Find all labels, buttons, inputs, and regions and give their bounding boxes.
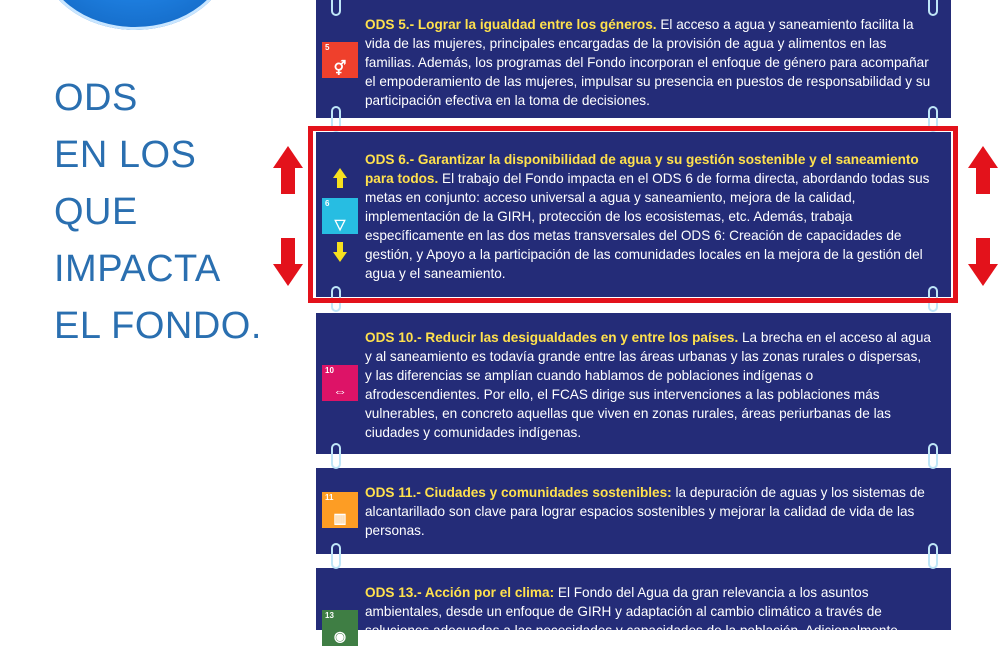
binder-ring [928,0,938,16]
highlight-frame [308,126,958,303]
arrow-up-icon [273,146,303,194]
gender-equality-icon: ⚥ [333,60,347,76]
sdg-card-heading: ODS 5.- Lograr la igualdad entre los géneros. [365,17,657,32]
sdg-card-11 [316,468,951,554]
binder-ring [331,443,341,469]
arrow-down-icon [968,238,998,286]
sdg13-badge: 13 ◉ [322,610,358,646]
binder-ring [331,0,341,16]
sdg-card-body: El trabajo del Fondo impacta en el ODS 6 de forma directa, abordando todas sus metas en conjunto: acceso universal a agua y saneamiento, mejora de la calidad, implementación de la GIRH, protección de los ecosistemas, etc. Además, trabaja específicamente en las dos metas transversales del ODS 6: Creación de capacidades de gestión, y Apoyo a la participación de las comunidades locales en la mejora de la gestión del agua y el saneamiento. [365,171,930,281]
page-heading [54,70,294,355]
sdg10-badge: 10 ⇔ [322,365,358,401]
binder-ring [928,443,938,469]
sdg-card-13 [316,568,951,644]
sdg-card-text [365,328,931,442]
arrow-up-icon [968,146,998,194]
sdg-card-5 [316,0,951,118]
sdg-card-body: La brecha en el acceso al agua y al saneamiento es todavía grande entre las áreas urbanas y las zonas rurales o dispersas, y las diferencias se amplían cuando hablamos de poblaciones indígenas o afrodescendientes. Por ello, el FCAS dirige sus intervenciones a las poblaciones más vulnerables, en concreto aquellas que viven en zonas rurales, áreas periurbanas de las ciudades y comunidades indígenas. [365,330,931,440]
climate-icon: ◉ [333,628,347,644]
heading-line: IMPACTA [54,248,221,290]
sdg-card-body: la depuración de aguas y los sistemas de alcantarillado son clave para lograr espacios sostenibles y mejorar la calidad de vida de las personas. [365,485,925,538]
binder-ring [928,543,938,569]
globe-logo [40,0,230,30]
sdg-card-heading: ODS 11.- Ciudades y comunidades sostenibles: [365,485,672,500]
sdg6-badge: 6 ▽ [322,198,358,234]
sdg11-badge: 11 ▥ [322,492,358,528]
city-icon: ▥ [333,510,347,526]
sdg-card-text [365,483,931,540]
sdg-card-text [365,15,931,110]
sdg-card-heading: ODS 13.- Acción por el clima: [365,585,555,600]
sdg-card-body: El acceso a agua y saneamiento facilita la vida de las mujeres, principales encargadas de la provisión de agua y alimentos en las familias. Además, los programas del Fondo incorporan el enfoque de género para acompañar el empoderamiento de las mujeres, impulsar su presencia en puestos de responsabilidad y su participación efectiva en la toma de decisiones. [365,17,931,108]
sdg-card-10 [316,313,951,454]
heading-line: EL FONDO. [54,305,262,347]
sdg-card-body: El Fondo del Agua da gran relevancia a los asuntos ambientales, desde un enfoque de GIRH y adaptación al cambio climático a través de soluciones adecuadas a las necesidades y capacidades de la población. Adicionalmente [365,585,898,638]
sdg5-badge: 5 ⚥ [322,42,358,78]
sdg-card-text [365,583,931,640]
arrow-down-icon [273,238,303,286]
sdg-card-heading: ODS 6.- Garantizar la disponibilidad de agua y su gestión sostenible y el saneamiento para todos. [365,152,919,186]
heading-line: QUE [54,191,138,233]
heading-line: ODS [54,77,138,119]
binder-ring [331,543,341,569]
heading-line: EN LOS [54,134,197,176]
water-drop-icon: ▽ [334,216,346,232]
reduced-inequalities-icon: ⇔ [333,383,347,399]
sdg-card-heading: ODS 10.- Reducir las desigualdades en y entre los países. [365,330,739,345]
